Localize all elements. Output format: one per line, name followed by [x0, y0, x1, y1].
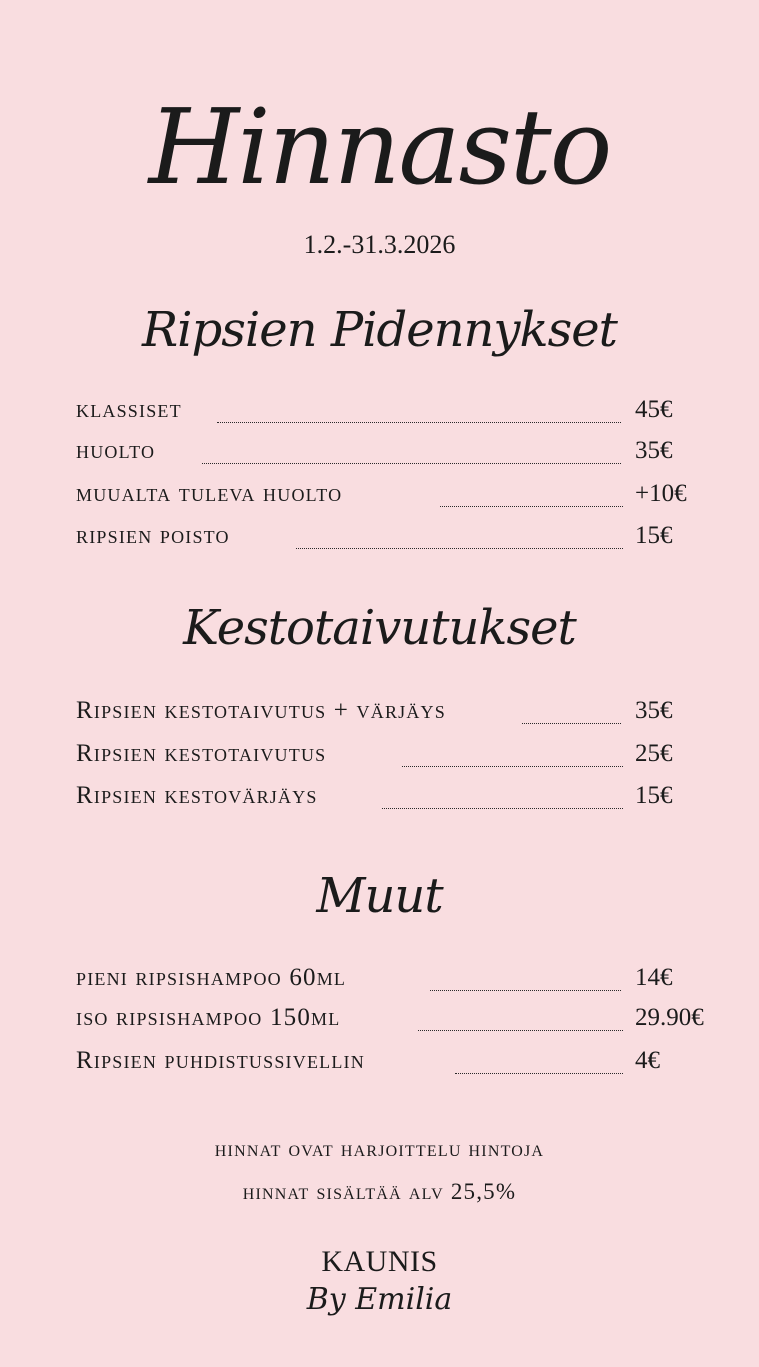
dotted-leader	[202, 463, 621, 464]
price-row	[76, 737, 726, 771]
price-row	[76, 1001, 726, 1035]
service-label: iso ripsishampoo 150ml	[76, 1004, 341, 1031]
dotted-leader	[402, 766, 623, 767]
service-label: pieni ripsishampoo 60ml	[76, 964, 347, 991]
note-practice-prices: hinnat ovat harjoittelu hintoja	[214, 1136, 545, 1161]
service-price: 15€	[635, 782, 673, 809]
price-row	[76, 519, 726, 553]
date-range: 1.2.-31.3.2026	[303, 230, 456, 259]
service-label: Ripsien puhdistussivellin	[76, 1047, 365, 1074]
dotted-leader	[217, 422, 621, 423]
price-row	[76, 393, 726, 427]
service-price: +10€	[635, 480, 687, 507]
service-price: 4€	[635, 1047, 660, 1074]
service-label: Ripsien kestovärjäys	[76, 782, 318, 809]
service-price: 15€	[635, 522, 673, 549]
dotted-leader	[430, 990, 621, 991]
service-label: ripsien poisto	[76, 522, 230, 549]
price-row	[76, 477, 726, 511]
service-price: 45€	[635, 396, 673, 423]
section-title-muut: Muut	[316, 868, 443, 924]
dotted-leader	[296, 548, 623, 549]
section-title-kestotaivutukset: Kestotaivutukset	[183, 600, 576, 656]
dotted-leader	[382, 808, 623, 809]
service-label: huolto	[76, 437, 156, 464]
service-price: 29.90€	[635, 1004, 704, 1031]
service-label: klassiset	[76, 396, 182, 423]
dotted-leader	[440, 506, 623, 507]
price-row	[76, 779, 726, 813]
service-label: Ripsien kestotaivutus	[76, 740, 327, 767]
service-label: muualta tuleva huolto	[76, 480, 343, 507]
section-title-ripsien-pidennykset: Ripsien Pidennykset	[142, 302, 617, 358]
price-row	[76, 961, 726, 995]
service-price: 35€	[635, 697, 673, 724]
service-price: 35€	[635, 437, 673, 464]
brand-tagline: By Emilia	[306, 1282, 453, 1317]
price-row	[76, 694, 726, 728]
dotted-leader	[418, 1030, 623, 1031]
page-title: Hinnasto	[148, 86, 611, 208]
brand-name: KAUNIS	[321, 1245, 438, 1278]
price-row	[76, 434, 726, 468]
dotted-leader	[522, 723, 621, 724]
dotted-leader	[455, 1073, 623, 1074]
service-price: 14€	[635, 964, 673, 991]
note-vat-included: hinnat sisältää alv 25,5%	[242, 1179, 517, 1204]
service-price: 25€	[635, 740, 673, 767]
service-label: Ripsien kestotaivutus + värjäys	[76, 697, 446, 724]
price-row	[76, 1044, 726, 1078]
